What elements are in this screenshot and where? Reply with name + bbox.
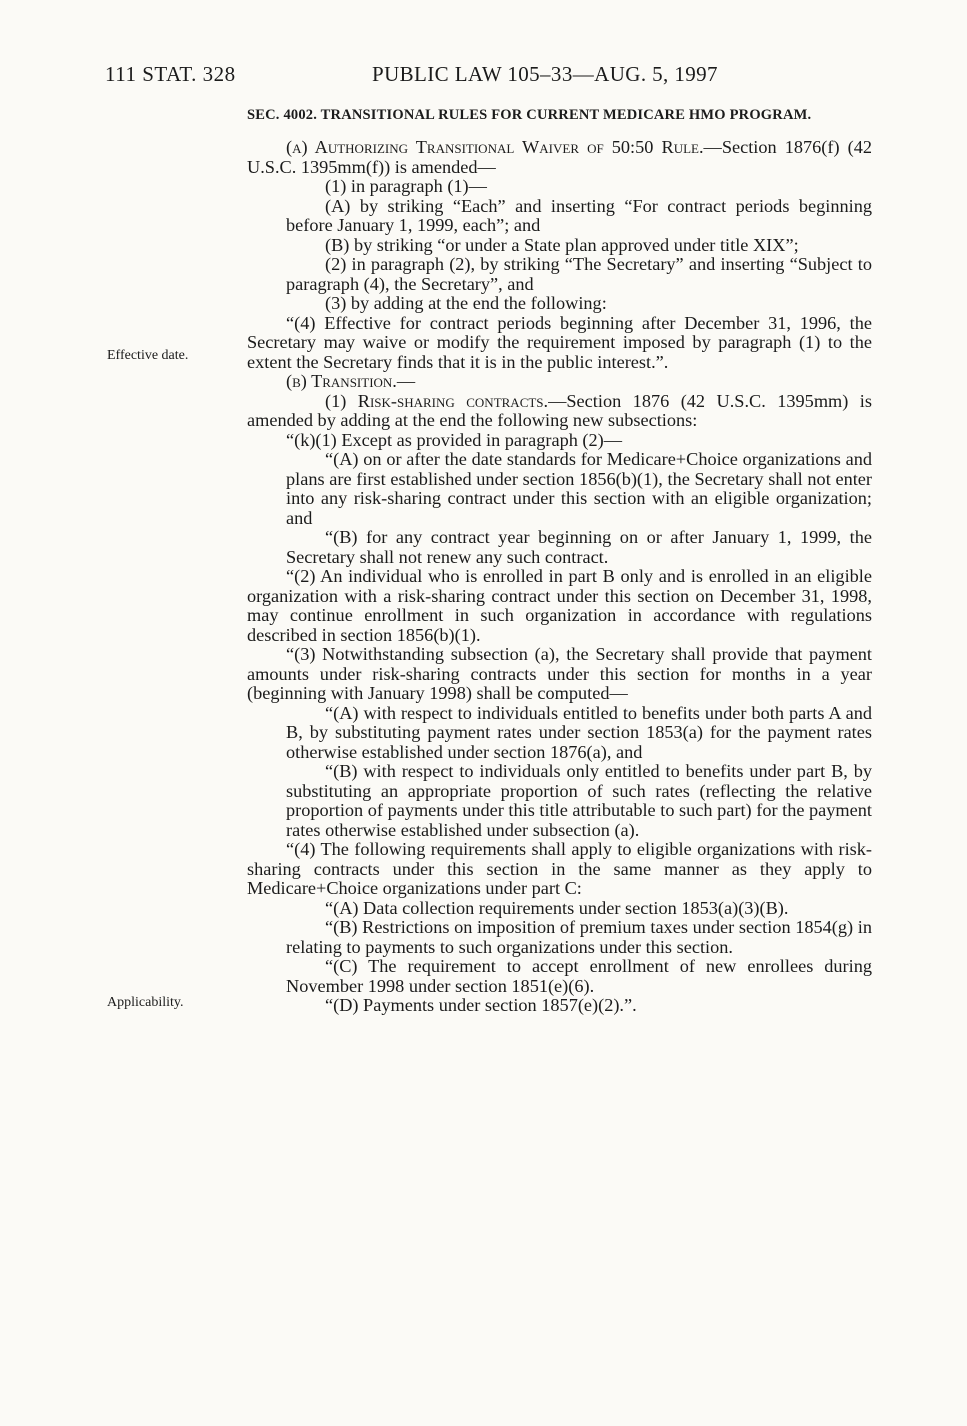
paragraph-b1-heading: (1) Risk-sharing contracts.— xyxy=(325,390,567,411)
section-body xyxy=(247,106,872,1016)
subparagraph-a1A: (A) by striking “Each” and inserting “For contract periods beginning before January 1, 1999, each”; and xyxy=(286,195,872,235)
subsection-a-heading: (a) Authorizing Transitional Waiver of 50:50 Rule.— xyxy=(286,137,722,157)
subsection-k1A: “(A) on or after the date standards for Medicare+Choice organizations and plans are first established under section 1856(b)(1), the Secretary shall not enter into any risk-sharing contract under this section with an eligible organization; and xyxy=(286,449,872,528)
paragraph-a1: (1) in paragraph (1)— xyxy=(325,176,487,196)
subsection-k1B: “(B) for any contract year beginning on or after January 1, 1999, the Secretary shall not renew any such contract. xyxy=(286,527,872,567)
subparagraph-a1B: (B) by striking “or under a State plan approved under title XIX”; xyxy=(325,234,799,255)
page-header xyxy=(105,62,875,86)
quoted-paragraph-4: “(4) Effective for contract periods beginning after December 31, 1996, the Secretary may waive or modify the requirement imposed by paragraph (1) to the extent the Secretary finds that it is in the public interest.”. xyxy=(247,312,872,372)
subsection-k1: “(k)(1) Except as provided in paragraph (2)— xyxy=(286,429,623,450)
subsection-k3A: “(A) with respect to individuals entitled to benefits under both parts A and B, by substituting payment rates under section 1853(a) for the payment rates otherwise established under section 1876(a), and xyxy=(286,702,872,762)
paragraph-a2: (2) in paragraph (2), by striking “The Secretary” and inserting “Subject to paragraph (4), the Secretary”, and xyxy=(286,254,872,294)
subsection-k2: “(2) An individual who is enrolled in part B only and is enrolled in an eligible organization with a risk-sharing contract under this section on December 31, 1998, may continue enrollment in such organization in accordance with regulations described in section 1856(b)(1). xyxy=(247,566,872,645)
stat-citation: 111 STAT. 328 xyxy=(105,62,236,86)
public-law-citation: PUBLIC LAW 105–33—AUG. 5, 1997 xyxy=(372,62,718,86)
subsection-k4A: “(A) Data collection requirements under section 1853(a)(3)(B). xyxy=(325,897,789,918)
subsection-a-text: Section 1876(f) (42 U.S.C. 1395mm(f)) is amended— xyxy=(247,137,872,177)
subsection-k4B: “(B) Restrictions on imposition of premium taxes under section 1854(g) in relating to payments to such organizations under this section. xyxy=(286,917,872,957)
subsection-k4: “(4) The following requirements shall apply to eligible organizations with risk-sharing contracts under this section in the same manner as they apply to Medicare+Choice organizations under part C: xyxy=(247,839,872,898)
paragraph-b1-text: Section 1876 (42 U.S.C. 1395mm) is amended by adding at the end the following new subsections: xyxy=(247,390,872,430)
margin-note-effective-date: Effective date. xyxy=(107,348,189,363)
subsection-k3: “(3) Notwithstanding subsection (a), the Secretary shall provide that payment amounts under risk-sharing contracts under this section for months in a year (beginning with January 1998) shall be computed— xyxy=(247,644,872,703)
subsection-b-label: (b) Transition.— xyxy=(286,371,416,391)
subsection-k4C: “(C) The requirement to accept enrollment of new enrollees during November 1998 under section 1851(e)(6). xyxy=(286,956,872,996)
margin-note-applicability: Applicability. xyxy=(107,995,184,1010)
paragraph-b1 xyxy=(247,392,872,431)
subsection-k4D: “(D) Payments under section 1857(e)(2).”. xyxy=(325,995,637,1015)
section-heading: SEC. 4002. TRANSITIONAL RULES FOR CURRENT MEDICARE HMO PROGRAM. xyxy=(247,107,812,123)
paragraph-a3: (3) by adding at the end the following: xyxy=(325,293,607,313)
subsection-k3B: “(B) with respect to individuals only entitled to benefits under part B, by substituting an appropriate proportion of such rates (reflecting the relative proportion of payments under this title attributable to such part) for the payment rates otherwise established under subsection (a). xyxy=(286,761,872,840)
subsection-b-heading xyxy=(247,372,872,392)
subsection-a xyxy=(247,138,872,177)
